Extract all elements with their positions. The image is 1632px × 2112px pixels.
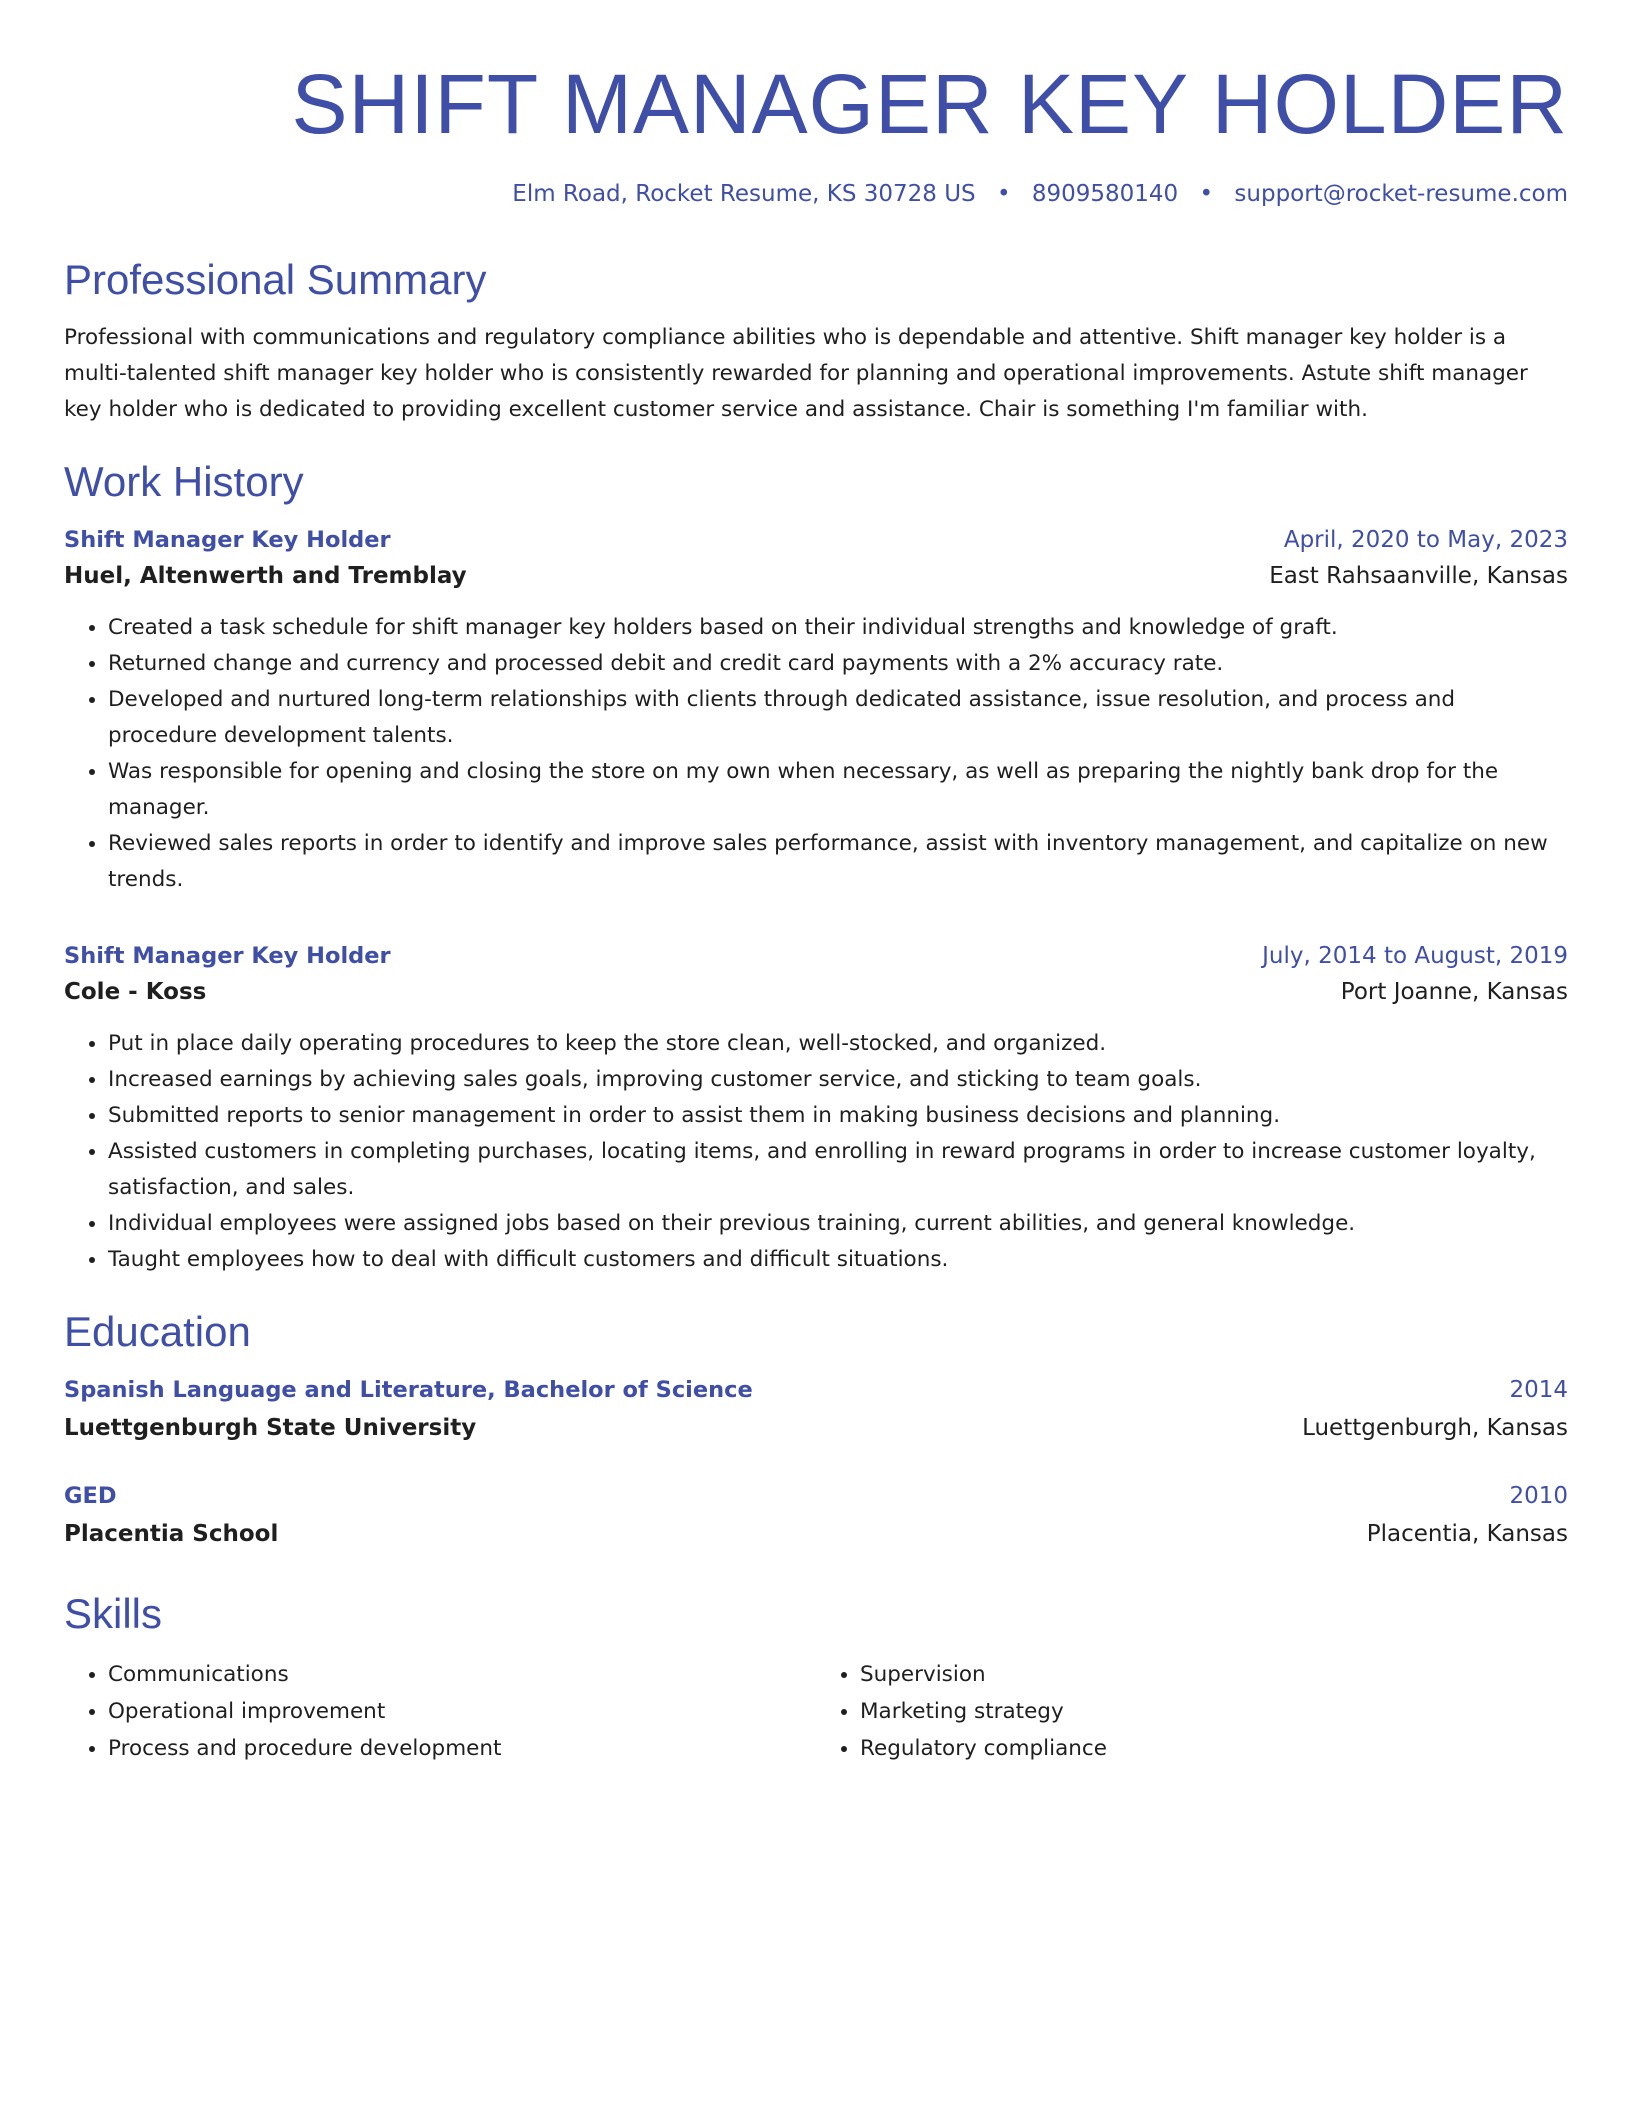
education-entry	[64, 1478, 1568, 1554]
education-location: Placentia, Kansas	[1366, 1521, 1568, 1547]
education-header-row	[64, 1372, 1568, 1408]
job-title: Shift Manager Key Holder	[64, 943, 391, 969]
job-dates: April, 2020 to May, 2023	[1283, 527, 1568, 553]
skill-item: • Supervision	[860, 1656, 1568, 1693]
education-location: Luettgenburgh, Kansas	[1302, 1415, 1568, 1441]
job-header-row	[64, 938, 1568, 974]
education-school-row	[64, 1408, 1568, 1448]
job-bullet: • Was responsible for opening and closing the store on my own when necessary, as well as preparing the nightly bank drop for the manager.	[108, 754, 1568, 826]
job-location: East Rahsaanville, Kansas	[1269, 563, 1568, 589]
education-degree: Spanish Language and Literature, Bachelor of Science	[64, 1377, 753, 1403]
job-bullet: • Submitted reports to senior management in order to assist them in making business decisions and planning.	[108, 1098, 1568, 1134]
skills-grid	[64, 1656, 1568, 1767]
work-history-section	[64, 456, 1568, 1278]
skill-item: • Regulatory compliance	[860, 1730, 1568, 1767]
resume-header	[64, 52, 1568, 210]
job-company-row	[64, 974, 1568, 1010]
job-company-row	[64, 558, 1568, 594]
job-location: Port Joanne, Kansas	[1340, 979, 1568, 1005]
contact-line	[64, 178, 1568, 210]
job-bullet: • Put in place daily operating procedures to keep the store clean, well-stocked, and organized.	[108, 1026, 1568, 1062]
skill-item: • Marketing strategy	[860, 1693, 1568, 1730]
job-bullet: • Assisted customers in completing purchases, locating items, and enrolling in reward programs in order to increase customer loyalty, satisfaction, and sales.	[108, 1134, 1568, 1206]
summary-text: Professional with communications and regulatory compliance abilities who is dependable and attentive. Shift manager key holder is a multi-talented shift manager key holder who is consistently rewarded for planning and operational improvements. Astute shift manager key holder who is dedicated to providing excellent customer service and assistance. Chair is something I'm familiar with.	[64, 325, 1528, 422]
candidate-name: SHIFT MANAGER KEY HOLDER	[291, 57, 1568, 151]
job-company: Cole - Koss	[64, 979, 207, 1005]
job-entry	[64, 938, 1568, 1278]
job-bullet: • Returned change and currency and processed debit and credit card payments with a 2% accuracy rate.	[108, 646, 1568, 682]
education-school: Placentia School	[64, 1521, 279, 1547]
skills-column-right	[816, 1656, 1568, 1767]
skills-section	[64, 1588, 1568, 1767]
skills-column-left	[64, 1656, 816, 1767]
education-section	[64, 1306, 1568, 1554]
professional-summary-section	[64, 254, 1568, 428]
contact-phone: 8909580140	[1031, 181, 1179, 207]
education-school-row	[64, 1514, 1568, 1554]
skill-item: • Process and procedure development	[108, 1730, 816, 1767]
education-year: 2014	[1509, 1377, 1568, 1403]
job-bullets	[64, 610, 1568, 898]
section-title-skills: Skills	[64, 1590, 163, 1637]
job-bullet: • Individual employees were assigned jobs based on their previous training, current abilities, and general knowledge.	[108, 1206, 1568, 1242]
skill-item: • Operational improvement	[108, 1693, 816, 1730]
section-title-education: Education	[64, 1308, 251, 1355]
job-company: Huel, Altenwerth and Tremblay	[64, 563, 467, 589]
education-school: Luettgenburgh State University	[64, 1415, 477, 1441]
contact-separator: •	[1199, 181, 1214, 207]
education-entry	[64, 1372, 1568, 1448]
job-dates: July, 2014 to August, 2019	[1262, 943, 1568, 969]
job-bullet: • Increased earnings by achieving sales goals, improving customer service, and sticking to team goals.	[108, 1062, 1568, 1098]
skill-item: • Communications	[108, 1656, 816, 1693]
job-header-row	[64, 522, 1568, 558]
job-entry	[64, 522, 1568, 898]
education-header-row	[64, 1478, 1568, 1514]
section-title-work: Work History	[64, 458, 304, 505]
job-bullets	[64, 1026, 1568, 1278]
job-bullet: • Reviewed sales reports in order to identify and improve sales performance, assist with inventory management, and capitalize on new trends.	[108, 826, 1568, 898]
skills-list	[816, 1656, 1568, 1767]
contact-separator: •	[996, 181, 1011, 207]
job-title: Shift Manager Key Holder	[64, 527, 391, 553]
section-title-summary: Professional Summary	[64, 256, 487, 303]
education-year: 2010	[1509, 1483, 1568, 1509]
education-degree: GED	[64, 1483, 117, 1509]
job-bullet: • Developed and nurtured long-term relationships with clients through dedicated assistance, issue resolution, and process and procedure development talents.	[108, 682, 1568, 754]
job-bullet: • Taught employees how to deal with difficult customers and difficult situations.	[108, 1242, 1568, 1278]
job-bullet: • Created a task schedule for shift manager key holders based on their individual strengths and knowledge of graft.	[108, 610, 1568, 646]
contact-email: support@rocket-resume.com	[1234, 181, 1568, 207]
skills-list	[64, 1656, 816, 1767]
contact-address: Elm Road, Rocket Resume, KS 30728 US	[512, 181, 976, 207]
